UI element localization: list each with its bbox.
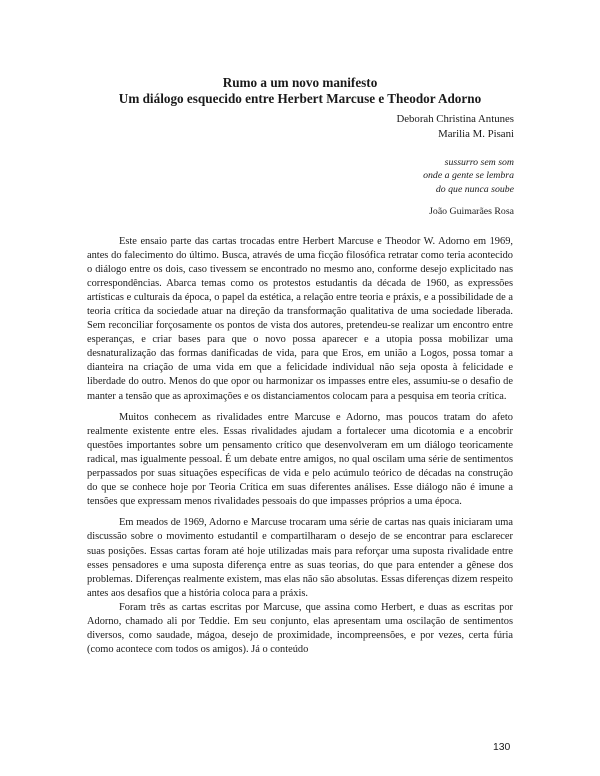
author-name: Marilia M. Pisani <box>438 127 514 140</box>
body-paragraph: Foram três as cartas escritas por Marcuse, que assina como Herbert, e duas as escritas por Adorno, chamado ali por Teddie. Em seu conjunto, elas apresentam uma oscilação de sentimentos diversos, como saudade, mágoa, desejo de proximidade, incompreensões, e por vezes, certa fúria (como acontece com todos os amigos). Já o conteúdo <box>87 601 513 655</box>
body-paragraph: Muitos conhecem as rivalidades entre Marcuse e Adorno, mas poucos tratam do afeto realmente existente entre eles. Essas rivalidades ajudam a fortalecer uma dicotomia e a encobrir questões importantes sobre um pensamento crítico que desenvolveram em um diálogo teoricamente radical, mas igualmente pessoal. É um debate entre amigos, no qual oscilam uma série de sentimentos perpassados por suas situações específicas de vida e pelo acúmulo teórico de décadas na construção do que se conhece hoje por Teoria Crítica em suas diferentes análises. Esse diálogo não é imune a tensões que expressam menos rivalidades pessoais do que impasses próprios a uma época. <box>87 411 513 508</box>
article-title: Rumo a um novo manifesto <box>222 75 378 90</box>
epigraph-author: João Guimarães Rosa <box>429 206 514 217</box>
epigraph <box>423 156 514 196</box>
author-list <box>396 112 514 141</box>
body-paragraph: Em meados de 1969, Adorno e Marcuse trocaram uma série de cartas nas quais iniciaram uma discussão sobre o movimento estudantil e compartilharam o desejo de se encontrar para esclarecer suas posições. Essas cartas foram até hoje utilizadas mais para reforçar uma suposta rivalidade entre esses pensadores e uma suposta diferença entre as suas teorias, do que para entender a gênese dos problemas. Diferenças realmente existem, mas elas não são absolutas. Essas diferenças dizem respeito antes aos desafios que a história coloca para a práxis. <box>87 517 513 599</box>
author-name: Deborah Christina Antunes <box>396 113 514 125</box>
epigraph-line: do que nunca soube <box>435 183 514 195</box>
body-paragraph: Este ensaio parte das cartas trocadas entre Herbert Marcuse e Theodor W. Adorno em 1969, antes do falecimento do último. Busca, através de uma ficção filosófica retratar como teria acontecido o diálogo entre os dois, caso tivessem se encontrado no mesmo ano, conforme desejo explicitado nas correspondências. Abarca temas como os protestos estudantis da década de 1960, as expressões artísticas e culturais da época, o papel da estética, a relação entre teoria e práxis, e a possibilidade de a teoria crítica da sociedade atuar na direção da transformação qualitativa de uma sociedade liberada. Sem reconciliar forçosamente os pontos de vista dos autores, pretendeu-se realizar um encontro entre esperanças, e criar bases para que o novo possa aparecer e a utopia possa mobilizar uma desnaturalização das formas danificadas de vida, para que Eros, em união a Logos, possa tomar a dianteira na criação de uma vida em que a felicidade individual não seja oposta à felicidade e liberdade do outro. Menos do que opor ou harmonizar os impasses entre eles, assumiu-se o desafio de manter a tensão que as aproximações e os distanciamentos colocam para a pesquisa em teoria crítica. <box>87 236 513 402</box>
epigraph-line: onde a gente se lembra <box>423 170 514 182</box>
article-subtitle: Um diálogo esquecido entre Herbert Marcuse e Theodor Adorno <box>118 91 482 106</box>
article-body <box>87 235 513 664</box>
page-number: 130 <box>493 742 511 753</box>
title-block <box>0 75 600 107</box>
epigraph-line: sussurro sem som <box>444 157 514 168</box>
